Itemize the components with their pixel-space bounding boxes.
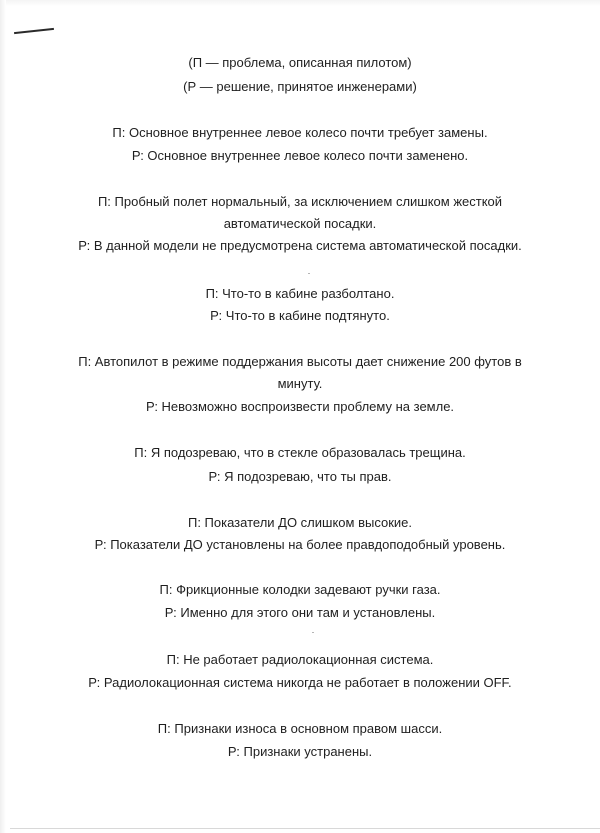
entry-7-solution: Р: Именно для этого они там и установлены.: [164, 605, 436, 620]
pen-dash-mark: [14, 28, 54, 34]
entry-4-solution: Р: Невозможно воспроизвести проблему на земле.: [145, 399, 455, 414]
entry-3-solution: Р: Что-то в кабине подтянуто.: [210, 308, 390, 323]
entry-5-problem: П: Я подозреваю, что в стекле образовалась трещина.: [134, 445, 466, 460]
entry-1-problem: П: Основное внутреннее левое колесо почти требует замены.: [112, 125, 488, 140]
scan-bottom-edge: [10, 828, 600, 829]
entry-2-problem-line-1: П: Пробный полет нормальный, за исключением слишком жесткой: [97, 194, 503, 209]
entry-4-problem-line-1: П: Автопилот в режиме поддержания высоты дает снижение 200 футов в: [78, 354, 522, 369]
entry-3-problem: П: Что-то в кабине разболтано.: [205, 286, 395, 301]
scan-speck: [308, 273, 310, 274]
entry-8-solution: Р: Радиолокационная система никогда не работает в положении OFF.: [88, 675, 512, 690]
entry-1-solution: Р: Основное внутреннее левое колесо почти заменено.: [131, 148, 469, 163]
entry-7-problem: П: Фрикционные колодки задевают ручки газа.: [159, 582, 441, 597]
entry-9-solution: Р: Признаки устранены.: [227, 744, 373, 759]
entry-6-solution: Р: Показатели ДО установлены на более правдоподобный уровень.: [94, 537, 506, 552]
entry-2-problem-line-2: автоматической посадки.: [223, 216, 377, 231]
entry-8-problem: П: Не работает радиолокационная система.: [166, 652, 434, 667]
legend-solution-definition: (Р — решение, принятое инженерами): [183, 79, 417, 94]
entry-6-problem: П: Показатели ДО слишком высокие.: [187, 515, 412, 530]
entry-5-solution: Р: Я подозреваю, что ты прав.: [208, 469, 392, 484]
scan-speck: [312, 632, 314, 633]
legend-problem-definition: (П — проблема, описанная пилотом): [188, 55, 412, 70]
scan-edge-top: [0, 0, 600, 6]
entry-9-problem: П: Признаки износа в основном правом шасси.: [157, 721, 443, 736]
entry-2-solution: Р: В данной модели не предусмотрена система автоматической посадки.: [78, 238, 522, 253]
entry-4-problem-line-2: минуту.: [277, 376, 323, 391]
